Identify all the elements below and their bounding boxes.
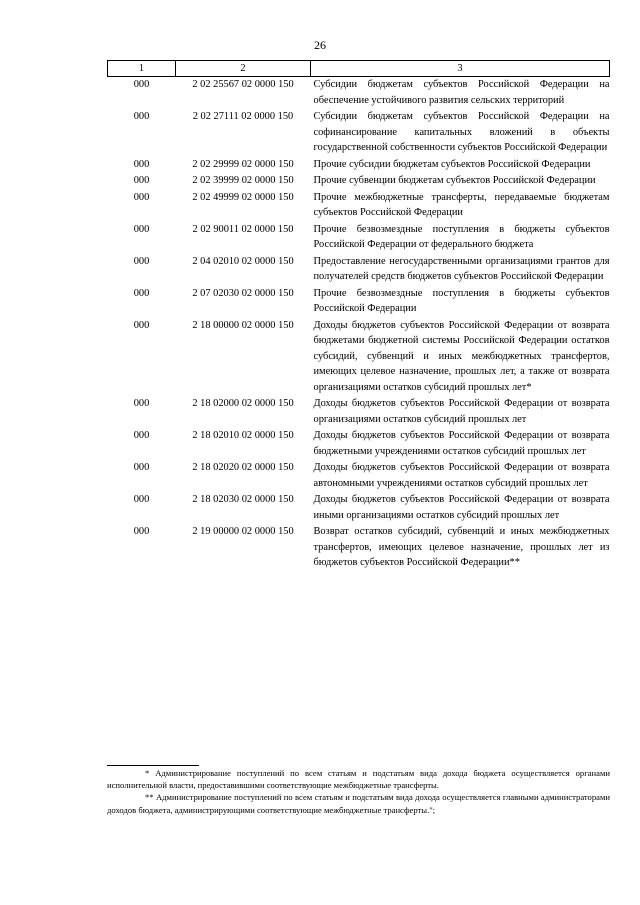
admin-code-cell: 000 (133, 191, 150, 203)
revenue-name-cell: Прочие межбюджетные трансферты, передаваемые бюджетам субъектов Российской Федерации (313, 191, 610, 218)
column-header-1: 1 (108, 61, 176, 77)
admin-code-cell: 000 (133, 430, 150, 441)
admin-code-cell: 000 (133, 158, 150, 170)
revenue-code-cell: 2 18 02020 02 0000 150 (192, 462, 294, 473)
table-header-row (108, 61, 610, 77)
column-header-2: 2 (176, 61, 311, 77)
revenue-name-cell: Возврат остатков субсидий, субвенций и иных межбюджетных трансфертов, имеющих целевое назначение, прошлых лет из бюджетов субъектов Российской Федерации** (313, 526, 610, 568)
admin-code-cell: 000 (133, 223, 150, 235)
revenue-name-cell: Доходы бюджетов субъектов Российской Федерации от возврата бюджетными учреждениями остатков субсидий прошлых лет (313, 430, 610, 457)
table-row (108, 222, 610, 254)
revenue-code-cell: 2 18 02030 02 0000 150 (192, 494, 294, 505)
admin-code-cell: 000 (133, 79, 150, 90)
footnote-2: ** Администрирование поступлений по всем статьям и подстатьям вида дохода осуществляется главными администраторами доходов бюджета, администрирующими соответствующие межбюджетные трансферты."; (107, 792, 610, 815)
revenue-name-cell: Прочие субсидии бюджетам субъектов Российской Федерации (313, 158, 591, 170)
revenue-code-cell: 2 04 02010 02 0000 150 (192, 255, 294, 267)
revenue-codes-table (107, 60, 610, 572)
revenue-name-cell: Предоставление негосударственными организациями грантов для получателей средств бюджетов субъектов Российской Федерации (313, 255, 610, 282)
admin-code-cell: 000 (133, 287, 150, 299)
table-row (108, 286, 610, 318)
revenue-name-cell: Прочие безвозмездные поступления в бюджеты субъектов Российской Федерации (313, 287, 610, 314)
revenue-code-cell: 2 02 29999 02 0000 150 (192, 158, 294, 170)
table-row (108, 396, 610, 428)
admin-code-cell: 000 (133, 462, 150, 473)
table-header (108, 61, 610, 77)
revenue-name-cell: Прочие субвенции бюджетам субъектов Российской Федерации (313, 175, 596, 186)
table-row (108, 492, 610, 524)
table-body (108, 77, 610, 572)
revenue-name-cell: Доходы бюджетов субъектов Российской Федерации от возврата иными организациями остатков субсидий прошлых лет (313, 494, 610, 521)
table-row (108, 109, 610, 157)
revenue-name-cell: Доходы бюджетов субъектов Российской Федерации от возврата бюджетами бюджетной системы Российской Федерации остатков субсидий, субвенций и иных межбюджетных трансфертов, имеющих целевое назначение, прошлых лет, а также от возврата организациями остатков субсидий прошлых лет* (313, 319, 610, 393)
revenue-code-cell: 2 02 25567 02 0000 150 (192, 79, 294, 90)
revenue-code-cell: 2 18 02000 02 0000 150 (192, 398, 294, 409)
revenue-code-cell: 2 07 02030 02 0000 150 (192, 287, 294, 299)
column-header-3: 3 (311, 61, 610, 77)
revenue-code-cell: 2 02 90011 02 0000 150 (192, 223, 294, 235)
table-row (108, 460, 610, 492)
page-number: 26 (314, 38, 326, 52)
table-row (108, 77, 610, 110)
revenue-code-cell: 2 02 27111 02 0000 150 (192, 111, 294, 122)
table-row (108, 157, 610, 174)
revenue-name-cell: Субсидии бюджетам субъектов Российской Федерации на софинансирование капитальных вложений в объекты государственной собственности субъектов Российской Федерации (313, 111, 610, 153)
table-row (108, 318, 610, 397)
footnote-1: * Администрирование поступлений по всем статьям и подстатьям вида дохода бюджета осуществляется органами исполнительной власти, предоставившими соответствующие межбюджетные трансферты. (107, 768, 610, 791)
admin-code-cell: 000 (133, 111, 150, 122)
revenue-code-cell: 2 19 00000 02 0000 150 (192, 526, 294, 537)
table-row (108, 254, 610, 286)
revenue-name-cell: Субсидии бюджетам субъектов Российской Федерации на обеспечение устойчивого развития сельских территорий (313, 79, 610, 106)
revenue-name-cell: Доходы бюджетов субъектов Российской Федерации от возврата автономными учреждениями остатков субсидий прошлых лет (313, 462, 610, 489)
admin-code-cell: 000 (133, 494, 150, 505)
revenue-code-cell: 2 02 39999 02 0000 150 (192, 175, 294, 186)
table-row (108, 524, 610, 572)
footnote-divider (107, 765, 199, 766)
revenue-name-cell: Доходы бюджетов субъектов Российской Федерации от возврата организациями остатков субсидий прошлых лет (313, 398, 610, 425)
footnotes (107, 767, 610, 816)
admin-code-cell: 000 (133, 255, 150, 267)
revenue-code-cell: 2 18 00000 02 0000 150 (192, 319, 294, 331)
table-row (108, 428, 610, 460)
revenue-code-cell: 2 18 02010 02 0000 150 (192, 430, 294, 441)
admin-code-cell: 000 (133, 526, 150, 537)
table-row (108, 173, 610, 190)
admin-code-cell: 000 (133, 175, 150, 186)
admin-code-cell: 000 (133, 398, 150, 409)
table-row (108, 190, 610, 222)
admin-code-cell: 000 (133, 319, 150, 331)
revenue-name-cell: Прочие безвозмездные поступления в бюджеты субъектов Российской Федерации от федерального бюджета (313, 223, 610, 250)
revenue-code-cell: 2 02 49999 02 0000 150 (192, 191, 294, 203)
